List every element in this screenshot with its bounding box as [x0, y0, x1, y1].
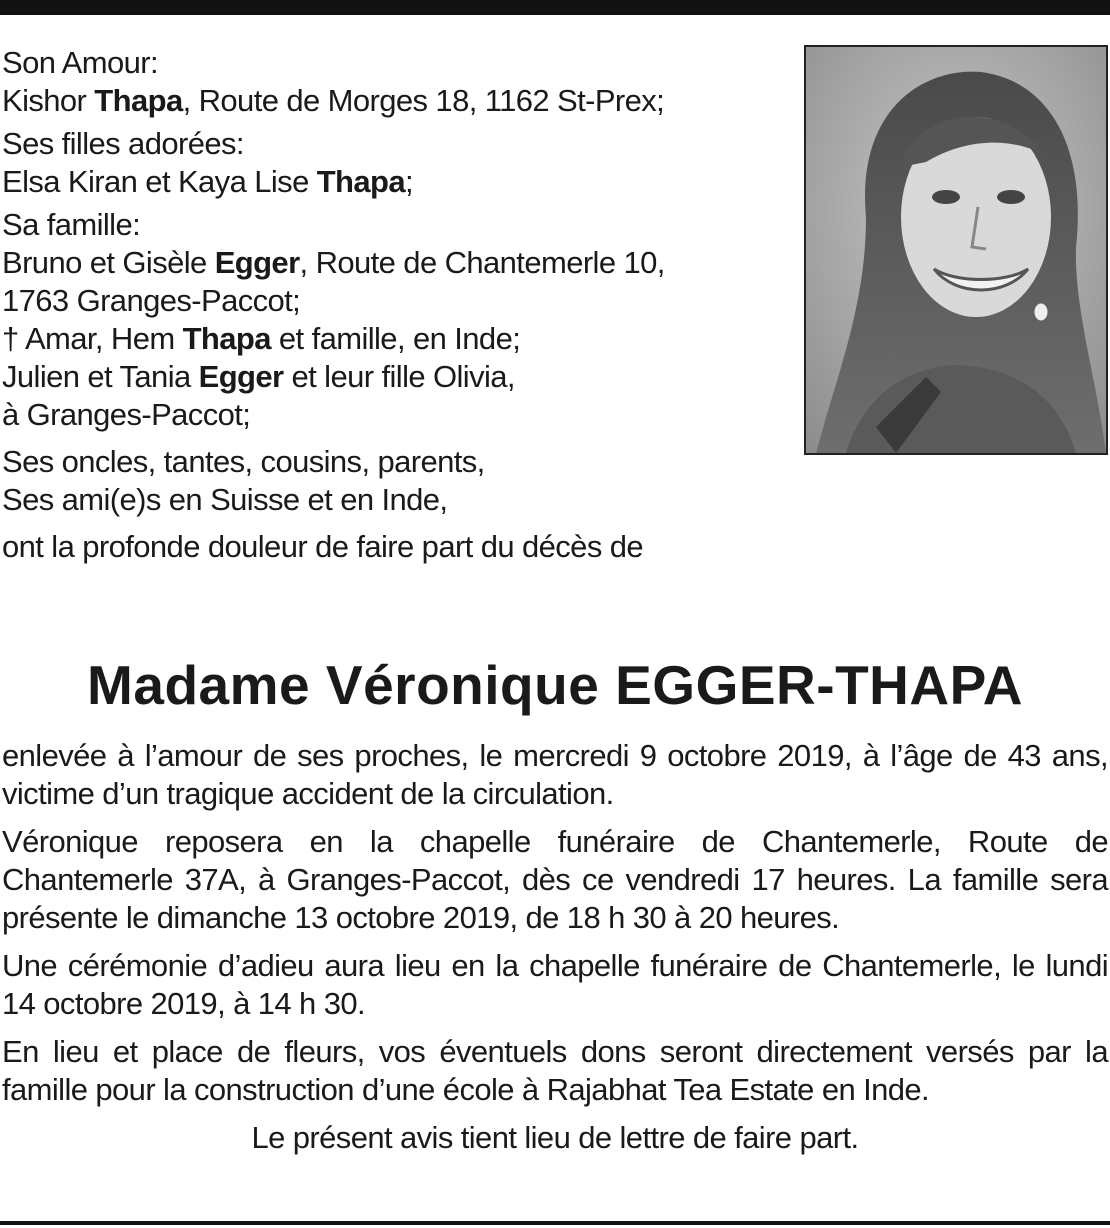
top-rule: [0, 0, 1110, 15]
inlaws-location: et famille, en Inde;: [270, 321, 521, 356]
portrait-image: [806, 47, 1106, 453]
daughters-first-names: Elsa Kiran et Kaya Lise: [2, 164, 317, 199]
brother-first-names: Julien et Tania: [2, 359, 199, 394]
viewing-paragraph: Véronique reposera en la chapelle funéraire de Chantemerle, Route de Chantemerle 37A, à Granges-Paccot, dès ce vendredi 17 heures. La famille sera présente le dimanche 13 octobre 2019, de 18 h 30 à 20 heures.: [2, 824, 1108, 935]
death-paragraph: enlevée à l’amour de ses proches, le mercredi 9 octobre 2019, à l’âge de 43 ans, victime d’un tragique accident de la circulation.: [2, 738, 1108, 811]
inlaws-first-names: † Amar, Hem: [2, 321, 183, 356]
bottom-rule: [0, 1221, 1110, 1225]
deceased-name: Madame Véronique EGGER-THAPA: [87, 654, 1023, 716]
parents-city: 1763 Granges-Paccot;: [2, 283, 301, 318]
notice-body: [2, 737, 1108, 1167]
daughters-entry: [2, 125, 792, 201]
brother-surname: Egger: [198, 359, 284, 394]
relatives-entry: [2, 443, 792, 519]
donation-paragraph: En lieu et place de fleurs, vos éventuels dons seront directement versés par la famille pour la construction d’une école à Rajabhat Tea Estate en Inde.: [2, 1034, 1108, 1107]
closing-line: Le présent avis tient lieu de lettre de faire part.: [251, 1120, 859, 1155]
announcement-line: ont la profonde douleur de faire part du décès de: [2, 529, 644, 564]
partner-entry: [2, 44, 792, 120]
ceremony-paragraph: Une cérémonie d’adieu aura lieu en la chapelle funéraire de Chantemerle, le lundi 14 octobre 2019, à 14 h 30.: [2, 948, 1108, 1021]
relatives-line: Ses oncles, tantes, cousins, parents,: [2, 444, 485, 479]
partner-surname: Thapa: [94, 83, 183, 118]
portrait-photo: [804, 45, 1108, 455]
daughters-label: Ses filles adorées:: [2, 126, 244, 161]
parents-address: , Route de Chantemerle 10,: [299, 245, 665, 280]
parents-first-names: Bruno et Gisèle: [2, 245, 215, 280]
brother-city: à Granges-Paccot;: [2, 397, 251, 432]
family-label: Sa famille:: [2, 207, 141, 242]
partner-first-name: Kishor: [2, 83, 95, 118]
daughters-punct: ;: [405, 164, 414, 199]
parents-surname: Egger: [214, 245, 300, 280]
inlaws-surname: Thapa: [182, 321, 271, 356]
family-list: [2, 44, 792, 571]
partner-label: Son Amour:: [2, 45, 158, 80]
family-entry: [2, 206, 792, 434]
brother-child: et leur fille Olivia,: [283, 359, 515, 394]
friends-line: Ses ami(e)s en Suisse et en Inde,: [2, 482, 448, 517]
daughters-surname: Thapa: [316, 164, 406, 199]
partner-address: , Route de Morges 18, 1162 St-Prex;: [182, 83, 665, 118]
